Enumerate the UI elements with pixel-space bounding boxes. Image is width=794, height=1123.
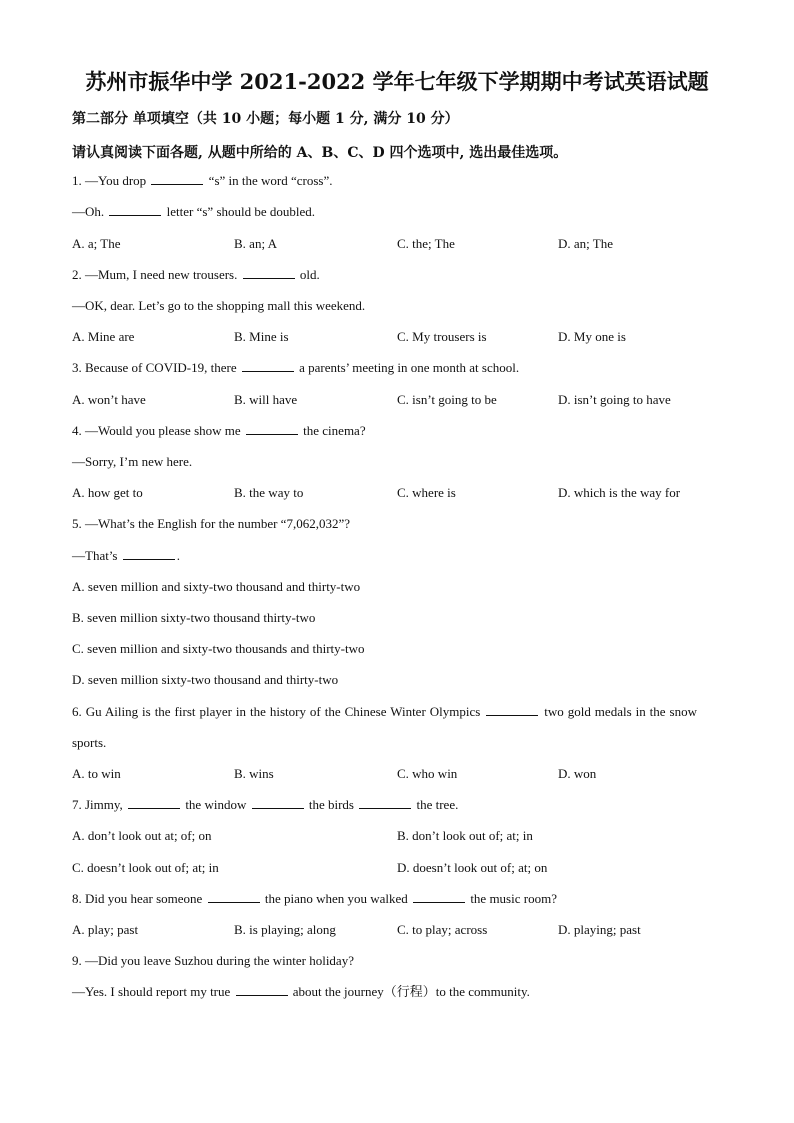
question-8-option-b: B. is playing; along [234,922,336,937]
question-3-option-a: A. won’t have [72,392,146,407]
question-8-option-c: C. to play; across [397,922,488,937]
question-6-option-a: A. to win [72,766,121,781]
question-1-option-c: C. the; The [397,236,455,251]
question-4-line-2: —Sorry, I’m new here. [72,454,193,469]
question-8-option-d: D. playing; past [558,922,641,937]
question-2-line-1: 2. —Mum, I need new trousers. old. [72,267,320,282]
question-3-option-c: C. isn’t going to be [397,392,497,407]
question-6-option-c: C. who win [397,766,458,781]
answer-blank [123,547,175,560]
question-7-option-c: C. doesn’t look out of; at; in [72,860,219,875]
question-3-line-1: 3. Because of COVID-19, there a parents’ meeting in one month at school. [72,360,520,375]
question-8-option-a: A. play; past [72,922,139,937]
question-4-option-d: D. which is the way for [558,485,681,500]
question-1-option-a: A. a; The [72,236,121,251]
answer-blank [243,266,295,279]
question-5-option-c: C. seven million and sixty-two thousands and thirty-two [72,641,365,656]
answer-blank [151,172,203,185]
question-4-option-c: C. where is [397,485,456,500]
question-2-option-c: C. My trousers is [397,329,487,344]
question-5-line-2: —That’s . [72,548,180,563]
answer-blank [359,796,411,809]
question-4-line-1: 4. —Would you please show me the cinema? [72,423,366,438]
answer-blank [486,703,538,716]
question-5-option-a: A. seven million and sixty-two thousand and thirty-two [72,579,361,594]
question-7-option-d: D. doesn’t look out of; at; on [397,860,548,875]
question-5-option-b: B. seven million sixty-two thousand thirty-two [72,610,316,625]
question-6-option-b: B. wins [234,766,274,781]
question-5-option-d: D. seven million sixty-two thousand and thirty-two [72,672,339,687]
question-1-option-b: B. an; A [234,236,277,251]
question-9-line-1: 9. —Did you leave Suzhou during the winter holiday? [72,953,354,968]
question-9-line-2: —Yes. I should report my true about the journey（行程）to the community. [72,984,530,999]
instruction-text: 请认真阅读下面各题, 从题中所给的 A、B、C、D 四个选项中, 选出最佳选项。 [72,145,568,161]
answer-blank [128,796,180,809]
question-6-option-d: D. won [558,766,597,781]
question-2-line-2: —OK, dear. Let’s go to the shopping mall this weekend. [72,298,366,313]
answer-blank [236,983,288,996]
question-7-line-1: 7. Jimmy, the window the birds the tree. [72,797,459,812]
question-5-line-1: 5. —What’s the English for the number “7,062,032”? [72,516,350,531]
question-4-option-b: B. the way to [234,485,304,500]
answer-blank [413,890,465,903]
question-7-option-b: B. don’t look out of; at; in [397,828,533,843]
question-6-text: 6. Gu Ailing is the first player in the history of the Chinese Winter Olympics two gold medals in the snow sports. [72,704,697,750]
question-3-option-d: D. isn’t going to have [558,392,671,407]
question-8-line-1: 8. Did you hear someone the piano when you walked the music room? [72,891,557,906]
question-1-line-2: —Oh. letter “s” should be doubled. [72,204,316,219]
question-2-option-a: A. Mine are [72,329,135,344]
answer-blank [252,796,304,809]
page-title: 苏州市振华中学 2021-2022 学年七年级下学期期中考试英语试题 [85,69,709,94]
question-3-option-b: B. will have [234,392,298,407]
question-7-option-a: A. don’t look out at; of; on [72,828,212,843]
section-heading: 第二部分 单项填空（共 10 小题；每小题 1 分, 满分 10 分） [72,111,459,127]
question-1-line-1: 1. —You drop “s” in the word “cross”. [72,173,333,188]
answer-blank [246,422,298,435]
question-1-option-d: D. an; The [558,236,613,251]
answer-blank [208,890,260,903]
answer-blank [109,203,161,216]
question-2-option-b: B. Mine is [234,329,289,344]
question-4-option-a: A. how get to [72,485,143,500]
answer-blank [242,359,294,372]
question-2-option-d: D. My one is [558,329,626,344]
